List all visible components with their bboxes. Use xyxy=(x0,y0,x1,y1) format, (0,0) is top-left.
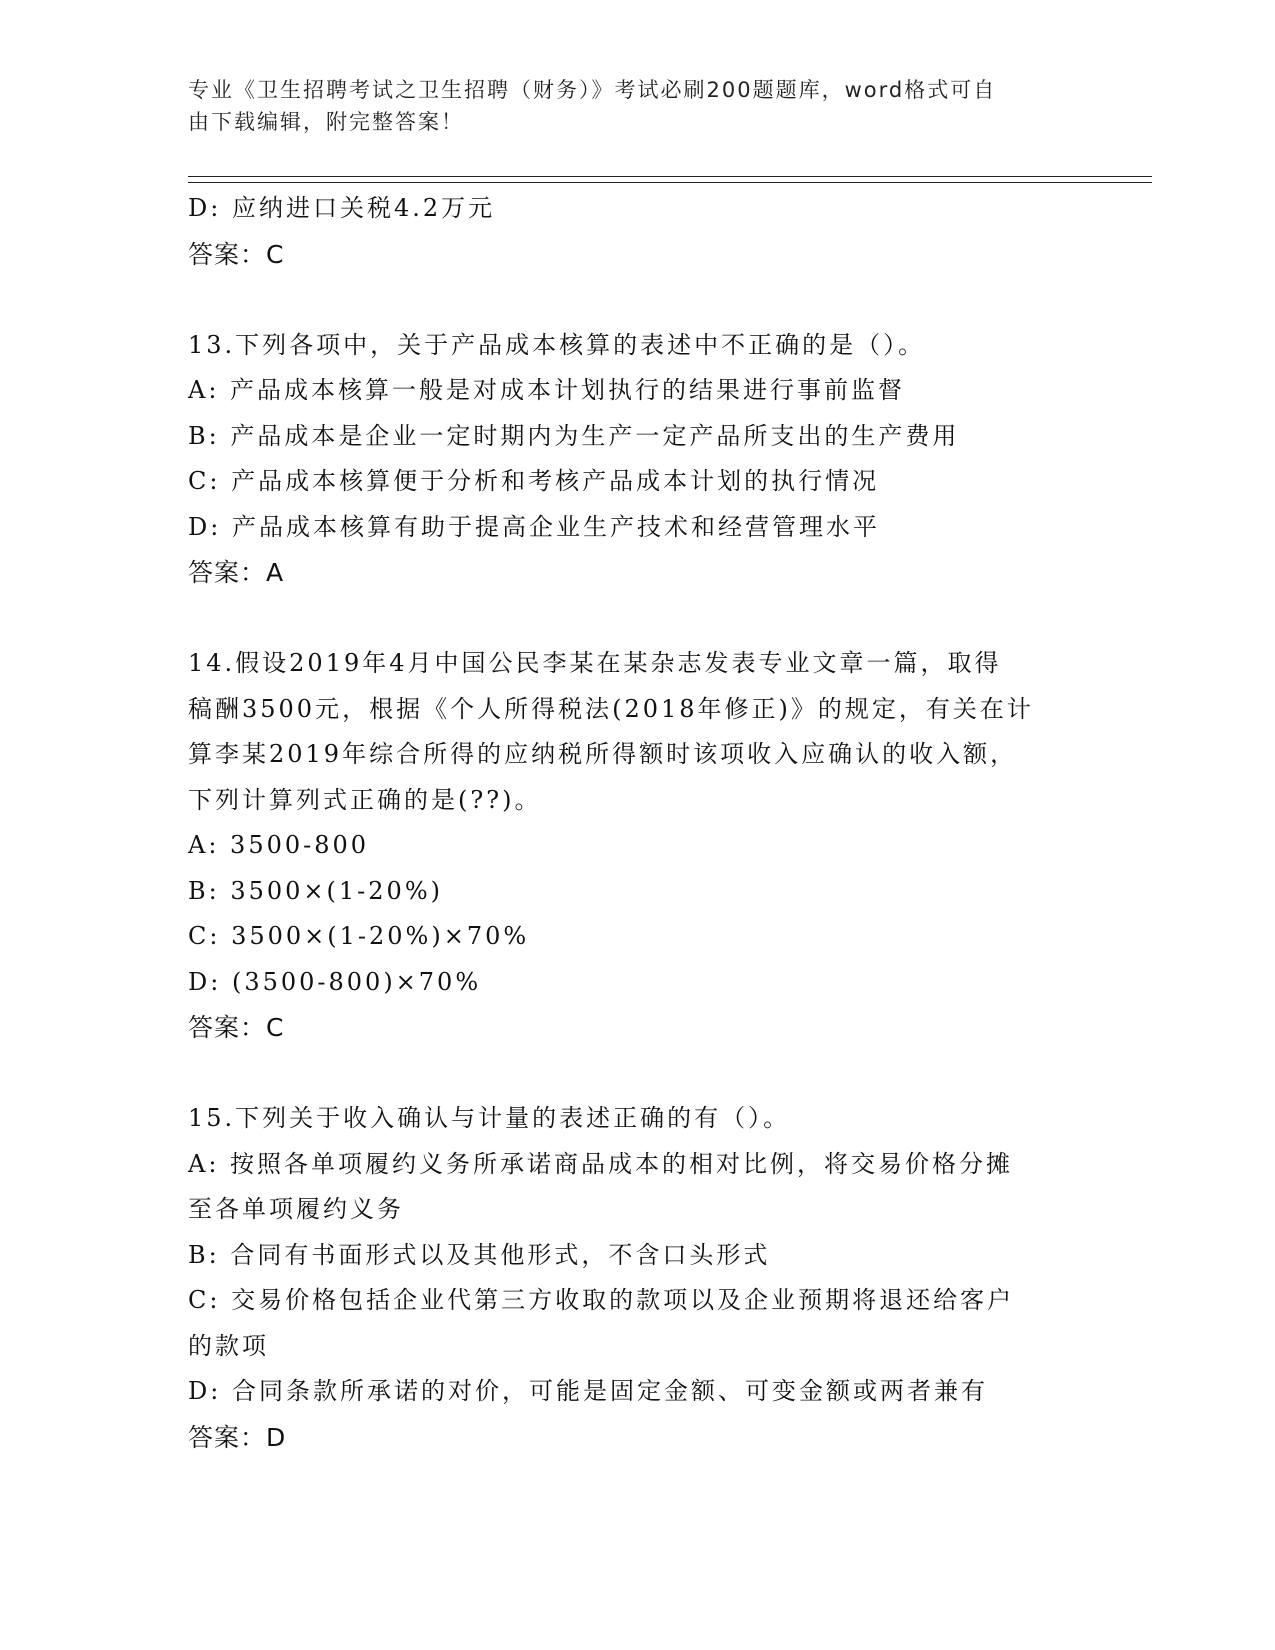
prev-answer: 答案：C xyxy=(188,239,285,269)
question-stem: 下列计算列式正确的是(??)。 xyxy=(188,785,542,814)
option-c: C: 产品成本核算便于分析和考核产品成本计划的执行情况 xyxy=(188,467,880,495)
question-14 xyxy=(188,641,1088,1051)
answer: 答案：A xyxy=(188,558,285,587)
question-stem: 15.下列关于收入确认与计量的表述正确的有（）。 xyxy=(188,1104,791,1132)
question-stem: 算李某2019年综合所得的应纳税所得额时该项收入应确认的收入额， xyxy=(188,740,1018,768)
option-b: B: 合同有书面形式以及其他形式，不含口头形式 xyxy=(188,1240,771,1269)
spacer xyxy=(188,277,1088,323)
option-b: B: 产品成本是企业一定时期内为生产一定产品所支出的生产费用 xyxy=(188,421,960,450)
answer: 答案：C xyxy=(188,1013,285,1042)
option-c-continued: 的款项 xyxy=(188,1331,269,1360)
option-d: D: (3500-800)×70% xyxy=(188,967,482,996)
prev-option-d: D: 应纳进口关税4.2万元 xyxy=(188,194,496,222)
option-a: A: 3500-800 xyxy=(188,831,370,859)
page-header xyxy=(188,74,1068,138)
spacer xyxy=(188,1051,1088,1097)
option-a: A: 按照各单项履约义务所承诺商品成本的相对比例，将交易价格分摊 xyxy=(188,1149,1014,1178)
answer: 答案：D xyxy=(188,1422,287,1452)
option-d: D: 产品成本核算有助于提高企业生产技术和经营管理水平 xyxy=(188,512,880,541)
header-rule-top xyxy=(188,176,1152,177)
option-a-continued: 至各单项履约义务 xyxy=(188,1195,404,1223)
question-stem: 14.假设2019年4月中国公民李某在某杂志发表专业文章一篇，取得 xyxy=(188,649,1002,677)
question-13 xyxy=(188,323,1088,596)
header-line-1: 专业《卫生招聘考试之卫生招聘（财务）》考试必刷200题题库，word格式可自 xyxy=(188,78,997,102)
header-rule-bottom xyxy=(188,182,1152,183)
option-b: B: 3500×(1-20%) xyxy=(188,876,443,905)
option-c: C: 交易价格包括企业代第三方收取的款项以及企业预期将退还给客户 xyxy=(188,1286,1015,1314)
option-a: A: 产品成本核算一般是对成本计划执行的结果进行事前监督 xyxy=(188,376,906,404)
question-content xyxy=(188,186,1088,1460)
question-15 xyxy=(188,1096,1088,1460)
option-c: C: 3500×(1-20%)×70% xyxy=(188,922,530,950)
question-stem: 稿酬3500元，根据《个人所得税法(2018年修正)》的规定，有关在计 xyxy=(188,694,1034,723)
option-d: D: 合同条款所承诺的对价，可能是固定金额、可变金额或两者兼有 xyxy=(188,1377,988,1405)
spacer xyxy=(188,596,1088,642)
header-line-2: 由下载编辑，附完整答案！ xyxy=(188,110,464,134)
question-stem: 13.下列各项中，关于产品成本核算的表述中不正确的是（）。 xyxy=(188,330,926,359)
